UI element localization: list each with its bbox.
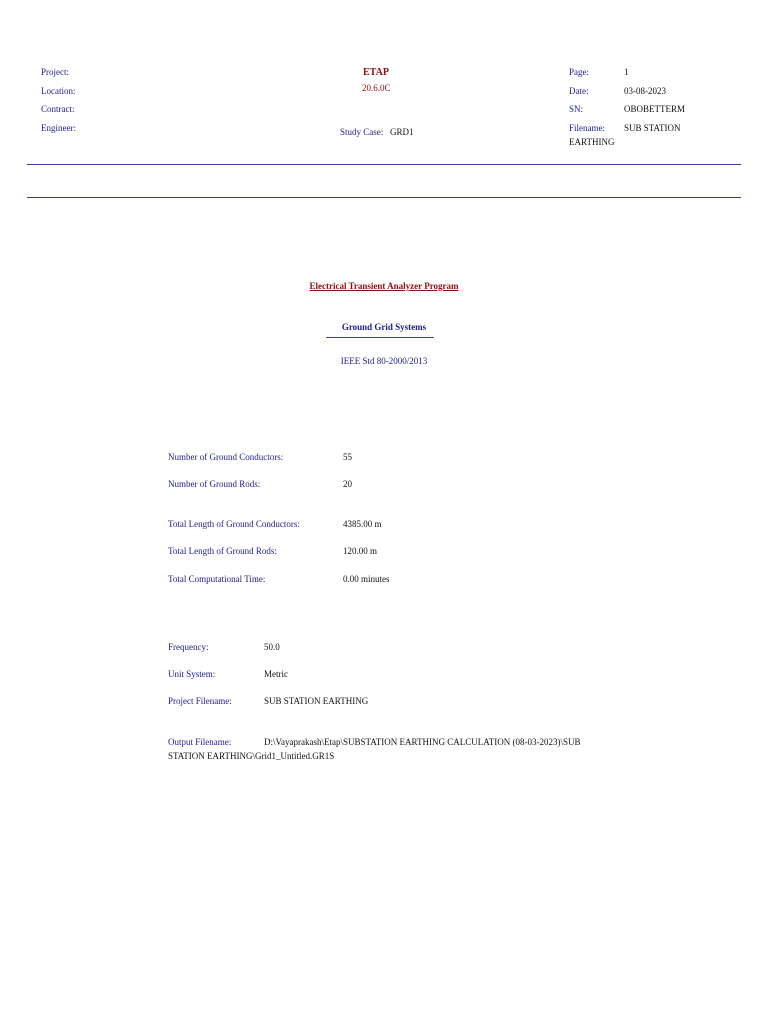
project-filename-value: SUB STATION EARTHING: [264, 696, 369, 706]
contract-label: Contract:: [41, 104, 75, 114]
app-version: 20.6.0C: [362, 83, 391, 93]
len-rods-value: 120.00 m: [343, 546, 378, 556]
num-conductors-label: Number of Ground Conductors:: [168, 452, 284, 462]
filename-value-line2: EARTHING: [569, 137, 615, 147]
filename-label: Filename:: [569, 123, 605, 133]
header-divider-top: [27, 164, 741, 165]
standard-label: IEEE Std 80-2000/2013: [340, 356, 428, 366]
sn-value: OBOBETTERM: [624, 104, 686, 114]
program-title: Electrical Transient Analyzer Program: [309, 281, 459, 291]
project-filename-label: Project Filename:: [168, 696, 232, 706]
unit-system-label: Unit System:: [168, 669, 216, 679]
num-rods-label: Number of Ground Rods:: [168, 479, 261, 489]
comp-time-label: Total Computational Time:: [168, 574, 266, 584]
filename-value-line1: SUB STATION: [624, 123, 681, 133]
project-label: Project:: [41, 67, 69, 77]
output-filename-label: Output Filename:: [168, 737, 232, 747]
output-filename-line1: D:\Vayaprakash\Etap\SUBSTATION EARTHING CALCULATION (08-03-2023)\SUB: [264, 737, 581, 747]
frequency-label: Frequency:: [168, 642, 209, 652]
output-filename-line2: STATION EARTHING\Grid1_Untitled.GR1S: [168, 751, 335, 761]
comp-time-value: 0.00 minutes: [343, 574, 390, 584]
date-label: Date:: [569, 86, 589, 96]
section-title-underline: [326, 337, 434, 338]
len-rods-label: Total Length of Ground Rods:: [168, 546, 277, 556]
location-label: Location:: [41, 86, 76, 96]
app-name: ETAP: [363, 67, 389, 78]
study-case-label: Study Case:: [340, 127, 384, 137]
num-conductors-value: 55: [343, 452, 352, 462]
section-title: Ground Grid Systems: [341, 322, 427, 332]
num-rods-value: 20: [343, 479, 352, 489]
frequency-value: 50.0: [264, 642, 280, 652]
header-divider-bottom: [27, 197, 741, 198]
page-label: Page:: [569, 67, 589, 77]
len-conductors-value: 4385.00 m: [343, 519, 382, 529]
len-conductors-label: Total Length of Ground Conductors:: [168, 519, 300, 529]
sn-label: SN:: [569, 104, 584, 114]
engineer-label: Engineer:: [41, 123, 76, 133]
unit-system-value: Metric: [264, 669, 288, 679]
page-value: 1: [624, 67, 629, 77]
study-case-value: GRD1: [390, 127, 414, 137]
date-value: 03-08-2023: [624, 86, 666, 96]
